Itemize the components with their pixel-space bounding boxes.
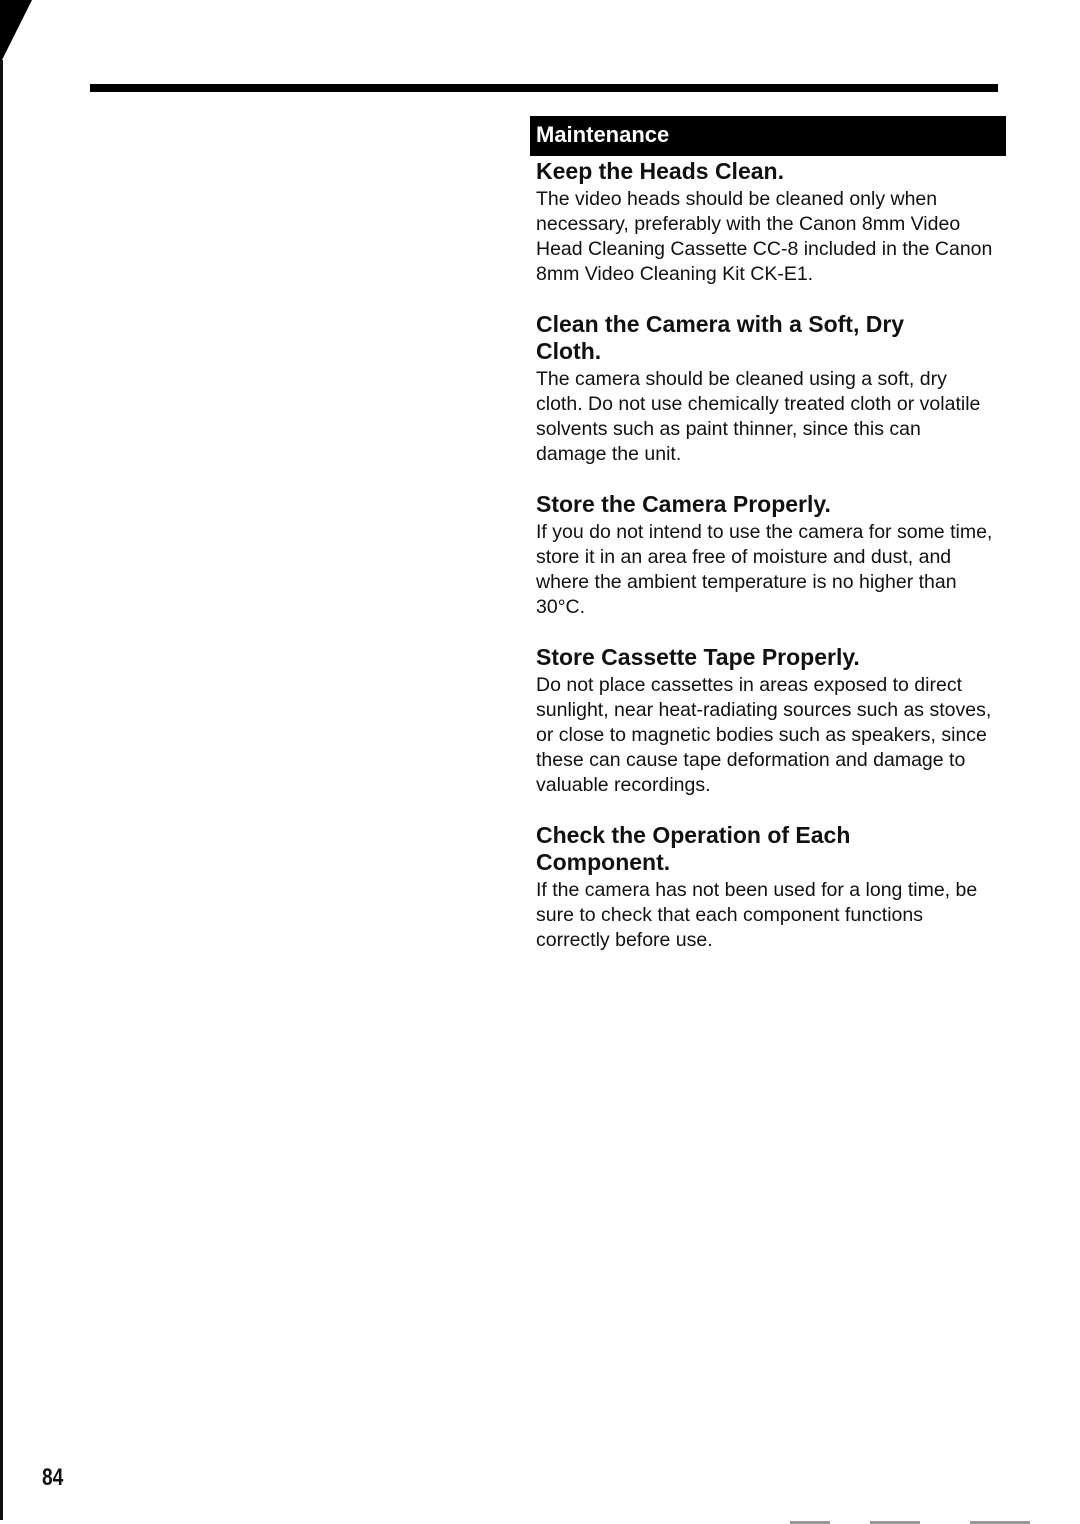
header-rule [90,84,998,92]
item-body: If the camera has not been used for a long time, be sure to check that each component functions correctly before use. [536,879,978,951]
item-body: The camera should be cleaned using a soft, dry cloth. Do not use chemically treated cloth or volatile solvents such as paint thinner, since this can damage the unit. [536,368,981,465]
maintenance-item [536,491,1006,620]
item-title: Check the Operation of Each Component. [536,822,851,875]
item-body: The video heads should be cleaned only when necessary, preferably with the Canon 8mm Video Head Cleaning Cassette CC-8 included in the Canon 8mm Video Cleaning Kit CK-E1. [536,188,993,285]
item-title: Clean the Camera with a Soft, Dry Cloth. [536,311,905,364]
section-title: Maintenance [530,116,1006,156]
page-corner-mark [0,0,32,64]
item-title: Store Cassette Tape Properly. [536,644,860,670]
item-body: Do not place cassettes in areas exposed to direct sunlight, near heat-radiating sources such as stoves, or close to magnetic bodies such as speakers, since these can cause tape deformation and damage to valuable recordings. [536,674,992,796]
maintenance-section [536,116,1006,953]
item-body: If you do not intend to use the camera for some time, store it in an area free of moisture and dust, and where the ambient temperature is no higher than 30°C. [536,521,993,618]
maintenance-item [536,158,1006,287]
maintenance-item [536,822,978,953]
page-edge [0,60,3,1520]
maintenance-item [536,311,981,467]
item-title: Store the Camera Properly. [536,491,831,517]
page-number: 84 [42,1464,64,1491]
maintenance-item [536,644,1006,798]
item-title: Keep the Heads Clean. [536,158,784,184]
